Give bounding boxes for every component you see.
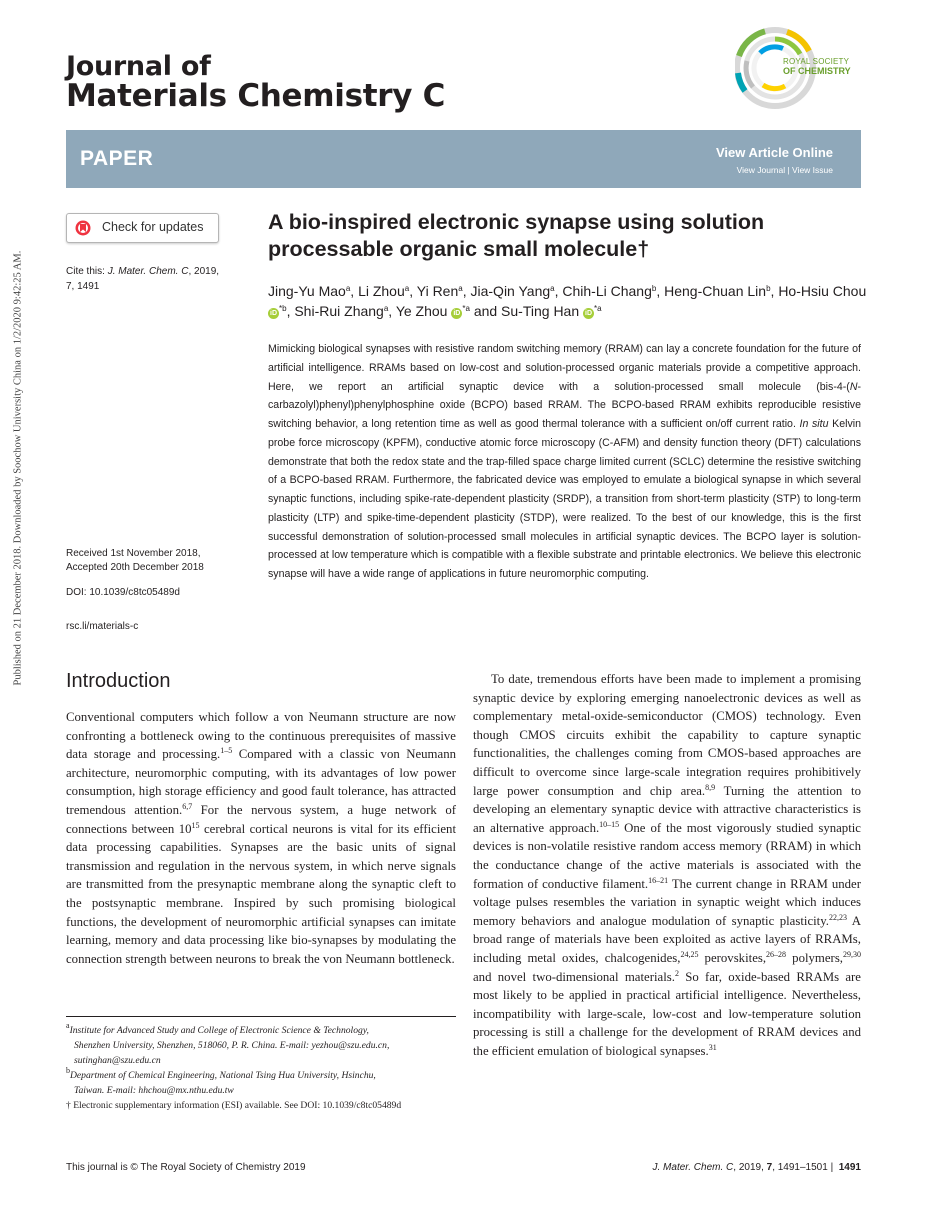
author-list bbox=[268, 281, 868, 321]
footnote-a-line2: Shenzhen University, Shenzhen, 518060, P. R. China. E-mail: yezhou@szu.edu.cn, bbox=[74, 1040, 390, 1051]
section-heading-introduction: Introduction bbox=[66, 670, 171, 692]
accepted-date: Accepted 20th December 2018 bbox=[66, 562, 204, 573]
author-name: Jia-Qin Yang$^a$, bbox=[470, 283, 559, 299]
author-name: and Su-Ting Han $iD^{*a}$ bbox=[473, 303, 602, 319]
article-type-label: PAPER bbox=[80, 147, 154, 170]
author-name: Chih-Li Chang$^b$, bbox=[562, 283, 661, 299]
footnote-a-line3: sutinghan@szu.edu.cn bbox=[74, 1055, 161, 1066]
footnote-b-line2: Taiwan. E-mail: hhchou@mx.nthu.edu.tw bbox=[74, 1085, 234, 1096]
author-name: Heng-Chuan Lin$^b$, bbox=[664, 283, 775, 299]
check-for-updates-button[interactable] bbox=[66, 213, 219, 243]
orcid-icon[interactable]: iD bbox=[270, 310, 277, 317]
footnote-esi: † Electronic supplementary information (ESI) available. See DOI: 10.1039/c8tc05489d bbox=[66, 1100, 402, 1111]
affiliation-footnotes bbox=[66, 1023, 466, 1113]
orcid-icon[interactable]: iD bbox=[453, 310, 461, 317]
received-date: Received 1st November 2018, bbox=[66, 548, 201, 559]
footnote-a-line1: $^a$Institute for Advanced Study and College of Electronic Science & Technology, bbox=[66, 1021, 369, 1036]
view-journal-issue-links[interactable]: View Journal | View Issue bbox=[736, 165, 833, 175]
body-text-left-column: Conventional computers which follow a von Neumann structure are now confronting a bottleneck owing to the continuous prerequisites of massive data storage and processing.$^{1-5}$ Compared with a classic von Neumann architecture, neuromorphic computing, with its advantages of low power consumption, high storage efficiency and good fault tolerance, has attracted tremendous attention.$^{6,7}$ For the nervous system, a huge network of connections between $10^{15}$ cerebral cortical neurons is vital for its efficient data processing capabilities. Synapses are the basic units of signal transmission and regulation in the nervous system, in which nerve signals are transmitted from the presynaptic membrane along the synaptic cleft to the postsynaptic membrane. Inspired by such promising biological functions, the development of neuromorphic artificial synapses can imitate learning, memory and data processing like bio-synapses by modulating the connection strength between neurons to break the von Neumann bottleneck. bbox=[66, 710, 457, 966]
abstract: Mimicking biological synapses with resistive random switching memory (RRAM) can lay a concrete foundation for the future of artificial intelligence. RRAMs based on low-cost and solution-processed organic materials provide a competitive approach. Here, we report an artificial synaptic device with a solution-processed small molecule (bis-4-(N-carbazolyl)phenyl)phenylphosphine oxide (BCPO) based RRAM. The BCPO-based RRAM exhibits reproducible resistive switching behavior, a long retention time as well as good thermal tolerance with a sufficient on/off current ratio. In situ Kelvin probe force microscopy (KPFM), conductive atomic force microscopy (C-AFM) and density function theory (DFT) calculations demonstrate that both the redox state and the trap-filled space charge limited current (SCLC) determine the resistive switching of a BCPO-based RRAM. Furthermore, the fabricated device was employed to emulate a biological synapse in which several synaptic functions, including spike-rate-dependent plasticity (SRDP), a transition from short-term plasticity (STP) to long-term plasticity (LTP) and spike-time-dependent plasticity (STDP), were realized. To the best of our knowledge, this is the first successful demonstration of solution-processed small molecules in artificial synaptic devices. The BCPO layer is solution-processed at low temperature which is compatible with a flexible substrate and printable electronics. We believe this electronic synapse will have a wide range of applications in future neuromorphic computing. bbox=[268, 343, 861, 580]
footnote-rule bbox=[66, 1016, 456, 1017]
rsc-wordmark-line1: ROYAL SOCIETY bbox=[783, 57, 850, 66]
download-side-note: Published on 21 December 2018. Downloaded by Soochow University China on 1/2/2020 9:42:25 AM. bbox=[12, 250, 24, 686]
rsc-short-link[interactable]: rsc.li/materials-c bbox=[66, 621, 139, 632]
doi-link[interactable]: DOI: 10.1039/c8tc05489d bbox=[66, 587, 180, 598]
cite-this: Cite this: J. Mater. Chem. C, 2019, 7, 1491 bbox=[66, 266, 220, 292]
journal-title-line1: Journal of bbox=[66, 51, 211, 82]
author-name: Shi-Rui Zhang$^a$, bbox=[294, 303, 393, 319]
body-text-right-column: To date, tremendous efforts have been made to implement a promising synaptic device by exploring emerging nanoelectronic devices as well as complementary metal-oxide-semiconductor (CMOS) technology. Even though CMOS circuits exhibit the capability to capture synaptic functionalities, the challenges coming from CMOS-based approaches are difficult to overcome since large-scale integration requires prohibitively large power consumption and chip area.$^{8,9}$ Turning the attention to developing an elementary synaptic device with attractive characteristics is an alternative approach.$^{10-15}$ One of the most vigorously studied synaptic devices is non-volatile resistive random access memory (RRAM) in which the conductance change of the active materials is associated with the formation of conductive filament.$^{16-21}$ The current change in RRAM under voltage pulses resembles the variation in synaptic weight which induces memory behaviors and analogue modulation of synaptic plasticity.$^{22,23}$ A broad range of materials have been exploited as active layers of RRAMs, including metal oxides, chalcogenides,$^{24,25}$ perovskites,$^{26-28}$ polymers,$^{29,30}$ and novel two-dimensional materials.$^2$ So far, oxide-based RRAMs are most likely to be applied in practical artificial intelligence. Nevertheless, incompatibility with large-scale, low-cost and low-temperature solution processing is still a challenge for the development of RRAM devices and the efficient emulation of biological synapses.$^{31}$ bbox=[473, 672, 861, 1058]
check-for-updates-label: Check for updates bbox=[102, 220, 204, 234]
footnote-b-line1: $^b$Department of Chemical Engineering, National Tsing Hua University, Hsinchu, bbox=[66, 1066, 376, 1081]
author-name: Jing-Yu Mao$^a$, bbox=[268, 283, 355, 299]
view-article-online-link[interactable]: View Article Online bbox=[715, 145, 833, 160]
page-number: 1491 bbox=[838, 1162, 861, 1173]
author-name: Li Zhou$^a$, bbox=[358, 283, 414, 299]
author-name: Ho-Hsiu Chou $iD^{*b}$, bbox=[270, 283, 867, 319]
journal-title-line2: Materials Chemistry C bbox=[66, 78, 446, 114]
author-name: Ye Zhou $iD^{*a}$ bbox=[395, 303, 470, 319]
footer-citation: J. Mater. Chem. C, 2019, 7, 1491–1501 | 1491 bbox=[652, 1162, 861, 1173]
orcid-icon[interactable]: iD bbox=[585, 310, 593, 317]
footer-copyright: This journal is © The Royal Society of Chemistry 2019 bbox=[66, 1162, 306, 1173]
article-title: A bio-inspired electronic synapse using solution processable organic small molecule† bbox=[268, 210, 765, 261]
author-name: Yi Ren$^a$, bbox=[416, 283, 467, 299]
rsc-wordmark-line2: OF CHEMISTRY bbox=[783, 66, 851, 76]
crossmark-icon bbox=[75, 220, 91, 236]
